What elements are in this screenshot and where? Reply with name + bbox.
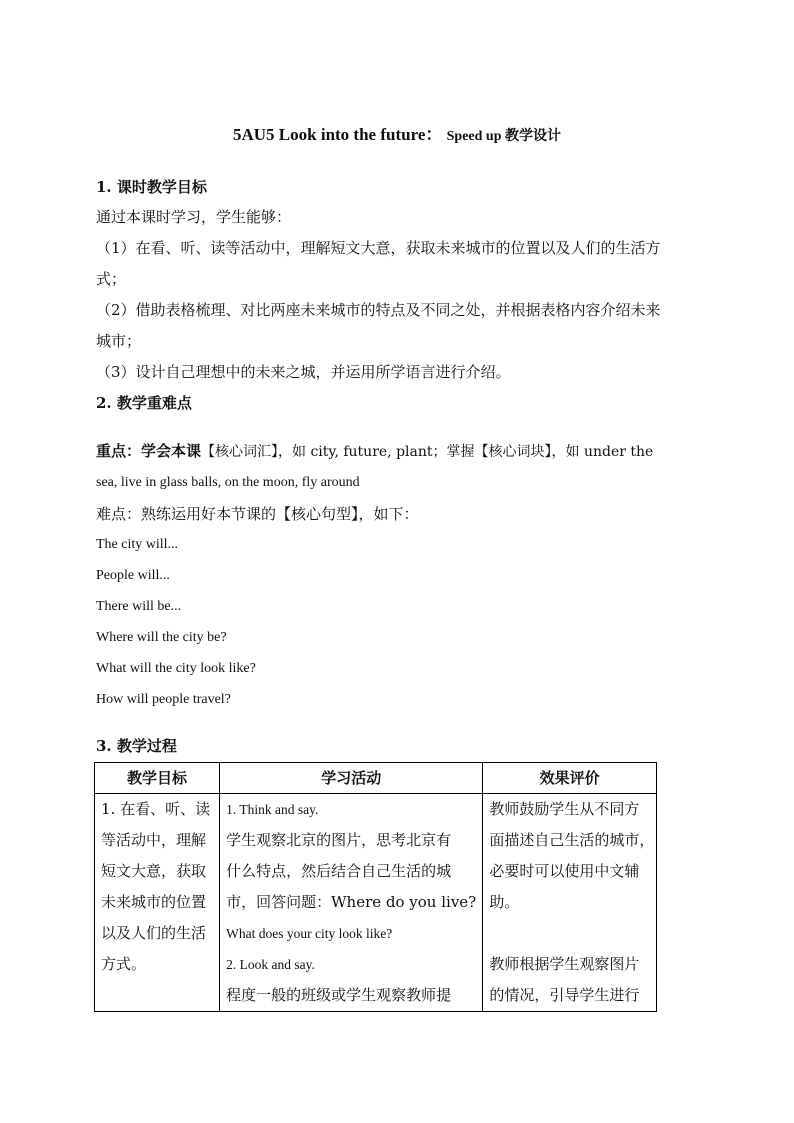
cell-text: 1. 在看、听、读 [101,800,211,818]
pattern-item: The city will... [96,537,179,552]
table-row [95,794,657,1012]
teaching-process-table [94,762,657,1012]
section2-heading: 2. 教学重难点 [96,394,192,412]
cell-text: 什么特点，然后结合自己生活的城 [226,862,452,880]
difficult-points: 难点：熟练运用好本节课的【核心句型】，如下： [96,505,419,523]
cell-text: 以及人们的生活 [101,924,207,942]
objective-1-line2: 式； [96,270,127,288]
cell-text: 必要时可以使用中文辅 [489,862,640,880]
title-main: 5AU5 Look into the future： [233,125,443,144]
cell-text: 教师根据学生观察图片 [489,955,640,973]
cell-text: 等活动中，理解 [101,831,207,849]
cell-text: 学生观察北京的图片，思考北京有 [226,831,452,849]
cell-text: 教师鼓励学生从不同方 [489,800,640,818]
header-activity: 学习活动 [220,763,483,794]
pattern-item: People will... [96,568,170,583]
cell-text: 2. Look and say. [226,957,315,972]
cell-text: 未来城市的位置 [101,893,207,911]
pattern-item: Where will the city be? [96,630,227,645]
cell-text: 市，回答问题：Where do you live? [226,893,477,911]
pattern-item: There will be... [96,599,182,614]
cell-text: 方式。 [101,955,147,973]
cell-evaluation [483,794,657,1012]
cell-objective [95,794,220,1012]
pattern-item: How will people travel? [96,692,231,707]
cell-text: 面描述自己生活的城市， [489,831,655,849]
key-points-line1 [96,440,653,463]
section3-heading: 3. 教学过程 [96,737,177,755]
objective-1-line1: （1）在看、听、读等活动中，理解短文大意，获取未来城市的位置以及人们的生活方 [96,239,661,257]
cell-text: 程度一般的班级或学生观察教师提 [226,986,452,1004]
pattern-item: What will the city look like? [96,661,256,676]
cell-text: 短文大意，获取 [101,862,207,880]
section1-intro: 通过本课时学习，学生能够： [96,208,292,226]
cell-text: What does your city look like? [226,926,393,941]
key-points-label: 重点：学会本课 [96,442,202,460]
header-evaluation: 效果评价 [483,763,657,794]
cell-text: 的情况，引导学生进行 [489,986,640,1004]
objective-2-line2: 城市； [96,332,142,350]
section1-heading: 1. 课时教学目标 [96,178,207,196]
objective-3: （3）设计自己理想中的未来之城，并运用所学语言进行介绍。 [96,363,511,381]
cell-spacer [101,980,213,1011]
title-sub: Speed up 教学设计 [446,129,561,144]
key-points-line2: sea, live in glass balls, on the moon, fly around [96,475,360,490]
page-title [0,124,794,148]
key-points-rest: 【核心词汇】，如 city, future, plant；掌握【核心词块】，如 under the [201,444,654,460]
cell-spacer [489,918,650,949]
table-header-row [95,763,657,794]
cell-text: 助。 [489,893,520,911]
cell-activity [220,794,483,1012]
cell-text: 1. Think and say. [226,802,319,817]
header-objective: 教学目标 [95,763,220,794]
objective-2-line1: （2）借助表格梳理、对比两座未来城市的特点及不同之处，并根据表格内容介绍未来 [96,301,661,319]
